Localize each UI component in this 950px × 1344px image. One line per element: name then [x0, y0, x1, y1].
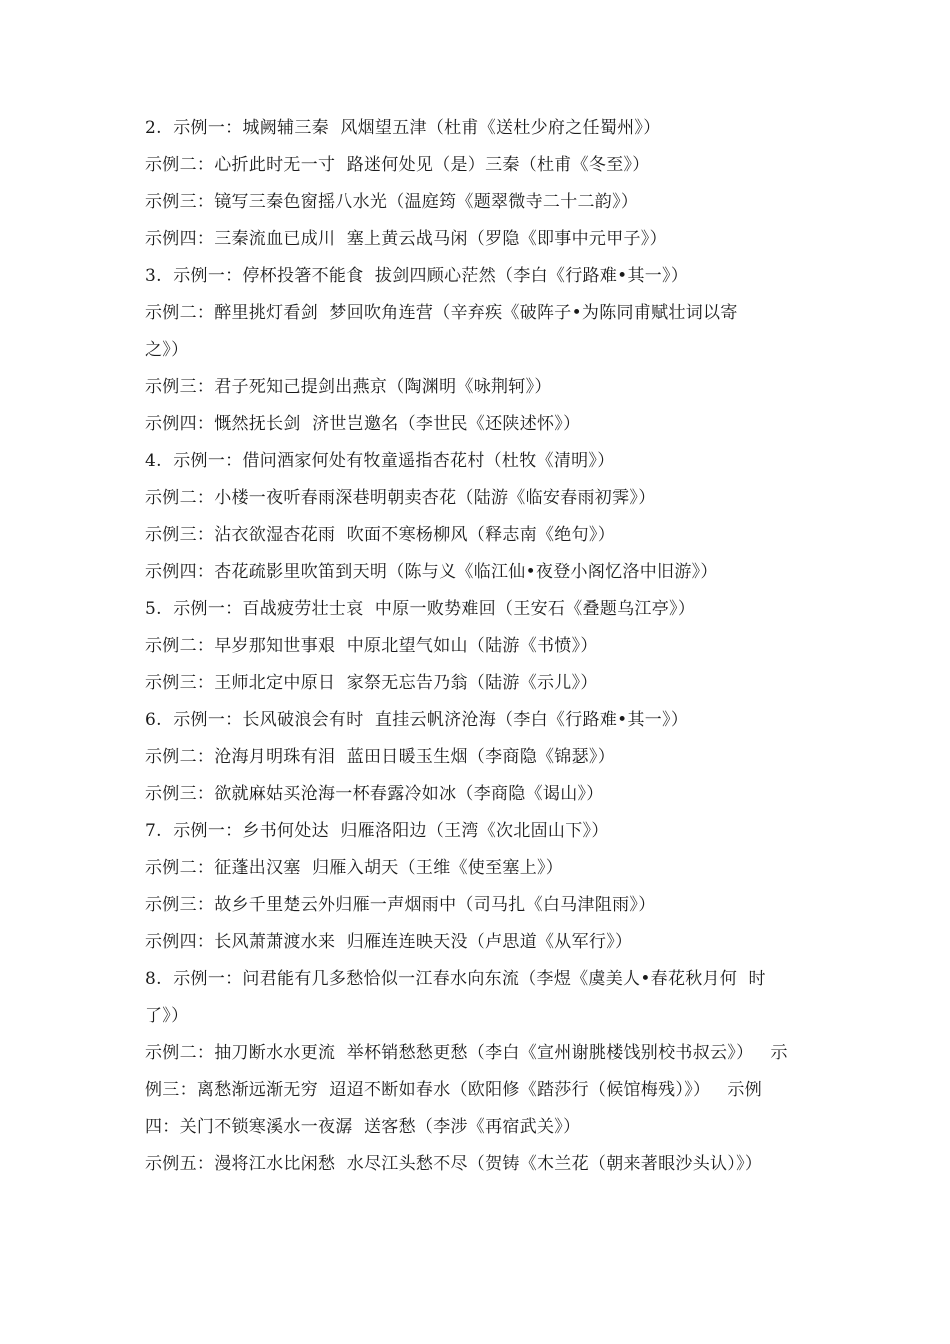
text-line: 示例二：抽刀断水水更流 举杯销愁愁更愁（李白《宣州谢朓楼饯别校书叔云》） 示: [145, 1043, 788, 1063]
text-line: 示例四：长风萧萧渡水来 归雁连连映天没（卢思道《从军行》）: [145, 932, 633, 952]
text-line: 示例四：杏花疏影里吹笛到天明（陈与义《临江仙•夜登小阁忆洛中旧游》）: [145, 562, 718, 582]
text-line: 7. 示例一：乡书何处达 归雁洛阳边（王湾《次北固山下》）: [145, 821, 609, 841]
text-line: 示例二：早岁那知世事艰 中原北望气如山（陆游《书愤》）: [145, 636, 598, 656]
text-line: 示例二：醉里挑灯看剑 梦回吹角连营（辛弃疾《破阵子•为陈同甫赋壮词以寄: [145, 303, 738, 323]
text-line: 8. 示例一：问君能有几多愁恰似一江春水向东流（李煜《虞美人•春花秋月何 时: [145, 969, 766, 989]
text-line: 2. 示例一：城阙辅三秦 风烟望五津（杜甫《送杜少府之任蜀州》）: [145, 118, 661, 138]
text-line: 示例三：欲就麻姑买沧海一杯春露冷如冰（李商隐《谒山》）: [145, 784, 604, 804]
text-line: 示例三：镜写三秦色窗摇八水光（温庭筠《题翠微寺二十二韵》）: [145, 192, 639, 212]
text-line: 示例三：沾衣欲湿杏花雨 吹面不寒杨柳风（释志南《绝句》）: [145, 525, 616, 545]
text-line: 5. 示例一：百战疲劳壮士哀 中原一败势难回（王安石《叠题乌江亭》）: [145, 599, 696, 619]
text-line: 示例四：慨然抚长剑 济世岂邀名（李世民《还陕述怀》）: [145, 414, 581, 434]
text-line: 示例三：君子死知己提剑出燕京（陶渊明《咏荆轲》）: [145, 377, 552, 397]
answer-text: [145, 114, 825, 1187]
text-line: 了》）: [145, 1006, 189, 1026]
text-line: 3. 示例一：停杯投箸不能食 拔剑四顾心茫然（李白《行路难•其一》）: [145, 266, 689, 286]
text-line: 例三：离愁渐远渐无穷 迢迢不断如春水（欧阳修《踏莎行（候馆梅残）》） 示例: [145, 1080, 763, 1100]
text-line: 之》）: [145, 340, 189, 360]
text-line: 四：关门不锁寒溪水一夜潺 送客愁（李涉《再宿武关》）: [145, 1117, 581, 1137]
text-line: 示例二：沧海月明珠有泪 蓝田日暖玉生烟（李商隐《锦瑟》）: [145, 747, 616, 767]
text-line: 示例四：三秦流血已成川 塞上黄云战马闲（罗隐《即事中元甲子》）: [145, 229, 667, 249]
text-line: 示例二：征蓬出汉塞 归雁入胡天（王维《使至塞上》）: [145, 858, 564, 878]
text-line: 示例三：王师北定中原日 家祭无忘告乃翁（陆游《示儿》）: [145, 673, 598, 693]
text-line: 示例二：小楼一夜听春雨深巷明朝卖杏花（陆游《临安春雨初霁》）: [145, 488, 656, 508]
text-line: 示例二：心折此时无一寸 路迷何处见（是）三秦（杜甫《冬至》）: [145, 155, 650, 175]
text-line: 4. 示例一：借问酒家何处有牧童遥指杏花村（杜牧《清明》）: [145, 451, 615, 471]
text-line: 6. 示例一：长风破浪会有时 直挂云帆济沧海（李白《行路难•其一》）: [145, 710, 689, 730]
text-line: 示例三：故乡千里楚云外归雁一声烟雨中（司马扎《白马津阻雨》）: [145, 895, 656, 915]
text-line: 示例五：漫将江水比闲愁 水尽江头愁不尽（贺铸《木兰花（朝来著眼沙头认）》）: [145, 1154, 763, 1174]
